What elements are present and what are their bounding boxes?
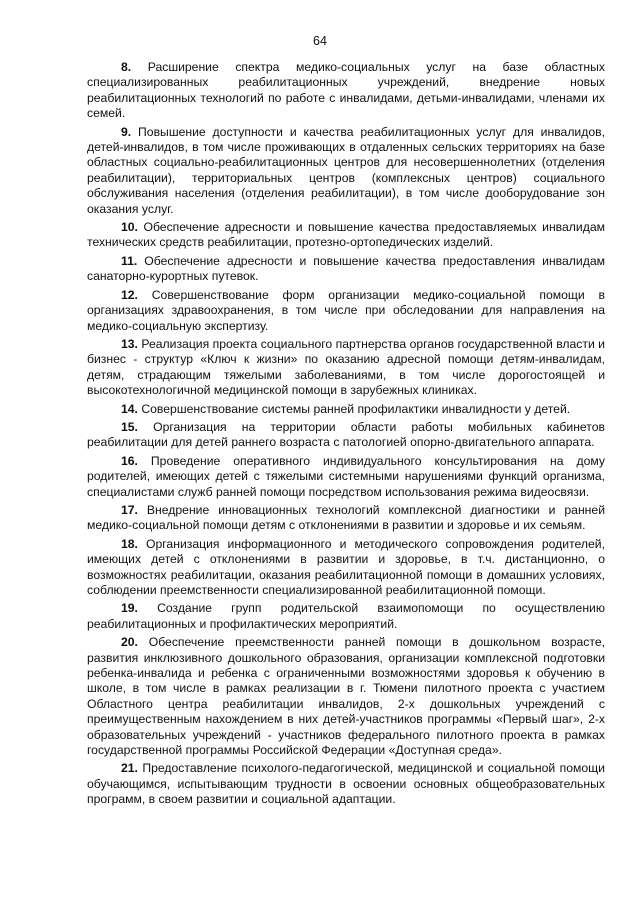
item-text: Обеспечение адресности и повышение качества предоставления инвалидам санаторно-курортных путевок. [87,253,605,284]
list-item [87,337,605,399]
item-text: Реализация проекта социального партнерства органов государственной власти и бизнес - структур «Ключ к жизни» по оказанию адресной помощи детям-инвалидам, детям, страдающим тяжелыми заболеваниями, в том числе дорогостоящей и высокотехнологичной медицинской помощи в зарубежных клиниках. [87,336,605,398]
item-number: 17. [121,502,138,517]
item-number: 18. [121,536,138,551]
item-number: 14. [121,401,138,416]
item-text: Предоставление психолого-педагогической, медицинской и социальной помощи обучающимся, испытывающим трудности в освоении основных общеобразовательных программ, в своем развитии и социальной адаптации. [87,761,605,807]
list-item [87,220,605,251]
list-item [87,288,605,334]
item-text: Повышение доступности и качества реабилитационных услуг для инвалидов, детей-инвалидов, в том числе проживающих в отдаленных сельских территориях на базе областных социально-реабилитационных центров для несовершеннолетних (отделения реабилитации), территориальных центров (комплексных центров) социального обслуживания населения (отделения реабилитации), в том числе дооборудование зон оказания услуг. [87,124,605,216]
item-text: Расширение спектра медико-социальных услуг на базе областных специализированных реабилитационных учреждений, внедрение новых реабилитационных технологий по работе с инвалидами, детьми-инвалидами, членами их семей. [87,60,605,121]
item-number: 13. [121,336,138,351]
item-number: 11. [121,253,138,268]
item-number: 9. [121,124,132,139]
item-number: 19. [121,601,138,616]
list-item [87,537,605,599]
list-item [87,254,605,285]
item-text: Создание групп родительской взаимопомощи по осуществлению реабилитационных и профилактических мероприятий. [87,601,606,631]
page-number: 64 [313,34,327,48]
item-text: Совершенствование форм организации медико-социальной помощи в организациях здравоохранения, в том числе при обследовании для направления на медико-социальную экспертизу. [87,287,605,333]
list-item [87,601,605,632]
item-number: 16. [121,453,138,468]
item-text: Совершенствование системы ранней профилактики инвалидности у детей. [141,401,571,416]
list-item [87,125,605,217]
item-text: Организация на территории области работы мобильных кабинетов реабилитации для детей раннего возраста с патологией опорно-двигательного аппарата. [87,419,606,450]
item-text: Обеспечение адресности и повышение качества предоставляемых инвалидам технических средств реабилитации, протезно-ортопедических изделий. [87,220,605,250]
list-item [87,420,605,451]
document-body [87,60,605,811]
item-text: Организация информационного и методического сопровождения родителей, имеющих детей с отклонениями в развитии и здоровье, в т.ч. дистанционно, о возможностях реабилитации, оказания реабилитационной помощи в домашних условиях, соблюдении преемственности специализированной реабилитационной помощи. [87,536,605,597]
item-number: 20. [121,635,138,650]
list-item [87,761,605,807]
list-item [87,503,605,534]
item-text: Обеспечение преемственности ранней помощи в дошкольном возрасте, развития инклюзивного дошкольного образования, организации комплексной подготовки ребенка-инвалида и ребенка с ограниченными возможностями здоровья к обучению в школе, в том числе в рамках реализации в г. Тюмени пилотного проекта с участием Областного центра реабилитации инвалидов, 2-х дошкольных учреждений с преимущественным нахождением в них детей-участников программы «Первый шаг», 2-х образовательных учреждений - участников федерального пилотного проекта в рамках государственной программы Российской Федерации «Доступная среда». [87,635,605,758]
list-item [87,454,605,500]
item-text: Проведение оперативного индивидуального консультирования на дому родителей, имеющих детей с тяжелыми системными нарушениями функций организма, специалистами служб ранней помощи посредством использования режима видеосвязи. [87,453,605,499]
list-item [87,402,605,417]
item-number: 12. [121,287,138,302]
item-number: 10. [121,220,138,235]
item-number: 21. [121,761,138,776]
item-text: Внедрение инновационных технологий комплексной диагностики и ранней медико-социальной помощи детям с отклонениями в развитии и здоровье и их семьям. [87,502,605,533]
item-number: 8. [121,60,132,74]
list-item [87,635,605,758]
list-item [87,60,605,122]
item-number: 15. [121,419,138,434]
